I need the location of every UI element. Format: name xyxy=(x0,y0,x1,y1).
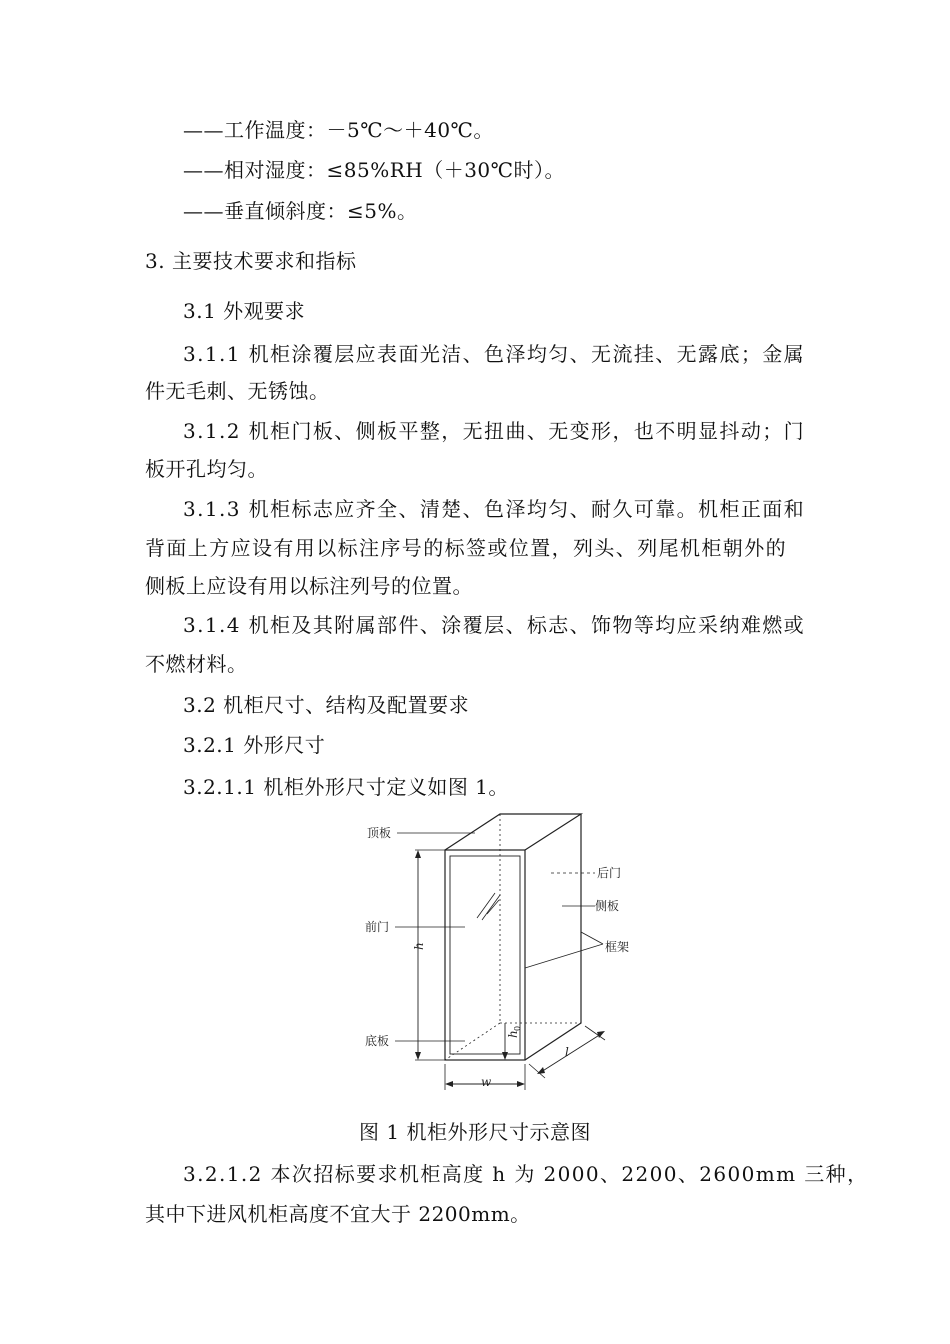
para-3-1-3-line2: 背面上方应设有用以标注序号的标签或位置，列头、列尾机柜朝外的 xyxy=(145,536,787,560)
figure-caption: 图 1 机柜外形尺寸示意图 xyxy=(359,1120,591,1144)
dim-h0-subscript: 0 xyxy=(513,1025,522,1031)
para-3-2-1-2-line2: 其中下进风机柜高度不宜大于 2200mm。 xyxy=(145,1202,531,1226)
para-3-1-3-line3: 侧板上应设有用以标注列号的位置。 xyxy=(145,574,473,598)
front-door-inner xyxy=(450,856,520,1054)
label-front-door: 前门 xyxy=(365,920,390,934)
dim-w-label: w xyxy=(481,1075,492,1089)
label-side-panel: 侧板 xyxy=(595,899,620,913)
label-rear-door: 后门 xyxy=(597,866,622,880)
label-frame: 框架 xyxy=(605,940,630,954)
para-3-2-1-2-line1: 3.2.1.2 本次招标要求机柜高度 h 为 2000、2200、2600mm 三种， xyxy=(183,1162,869,1186)
section-3-1-heading: 3.1 外观要求 xyxy=(183,299,306,323)
section-3-heading: 3. 主要技术要求和指标 xyxy=(145,249,357,273)
dim-h0-label: h xyxy=(506,1030,520,1038)
dim-h-label: h xyxy=(412,942,426,950)
cabinet-diagram xyxy=(355,808,655,1098)
para-3-1-1-line2: 件无毛刺、无锈蚀。 xyxy=(145,379,330,403)
env-temperature: ——工作温度：－5℃～＋40℃。 xyxy=(183,118,494,142)
para-3-1-2-line1: 3.1.2 机柜门板、侧板平整，无扭曲、无变形，也不明显抖动；门 xyxy=(183,419,806,443)
dim-l-label: l xyxy=(565,1045,569,1059)
para-3-1-1-line1: 3.1.1 机柜涂覆层应表面光洁、色泽均匀、无流挂、无露底；金属 xyxy=(183,342,806,366)
side-face xyxy=(525,814,581,1060)
section-3-2-heading: 3.2 机柜尺寸、结构及配置要求 xyxy=(183,693,470,717)
para-3-1-4-line2: 不燃材料。 xyxy=(145,652,248,676)
top-face xyxy=(445,814,581,850)
label-top-panel: 顶板 xyxy=(367,826,392,840)
section-3-2-1-heading: 3.2.1 外形尺寸 xyxy=(183,733,326,757)
label-bottom-panel: 底板 xyxy=(365,1034,390,1048)
env-humidity: ——相对湿度：≤85%RH（＋30℃时）。 xyxy=(183,158,566,182)
env-tilt: ——垂直倾斜度：≤5%。 xyxy=(183,199,418,223)
para-3-1-3-line1: 3.1.3 机柜标志应齐全、清楚、色泽均匀、耐久可靠。机柜正面和 xyxy=(183,497,806,521)
para-3-2-1-1: 3.2.1.1 机柜外形尺寸定义如图 1。 xyxy=(183,775,509,799)
para-3-1-2-line2: 板开孔均匀。 xyxy=(145,457,268,481)
para-3-1-4-line1: 3.1.4 机柜及其附属部件、涂覆层、标志、饰物等均应采纳难燃或 xyxy=(183,613,806,637)
